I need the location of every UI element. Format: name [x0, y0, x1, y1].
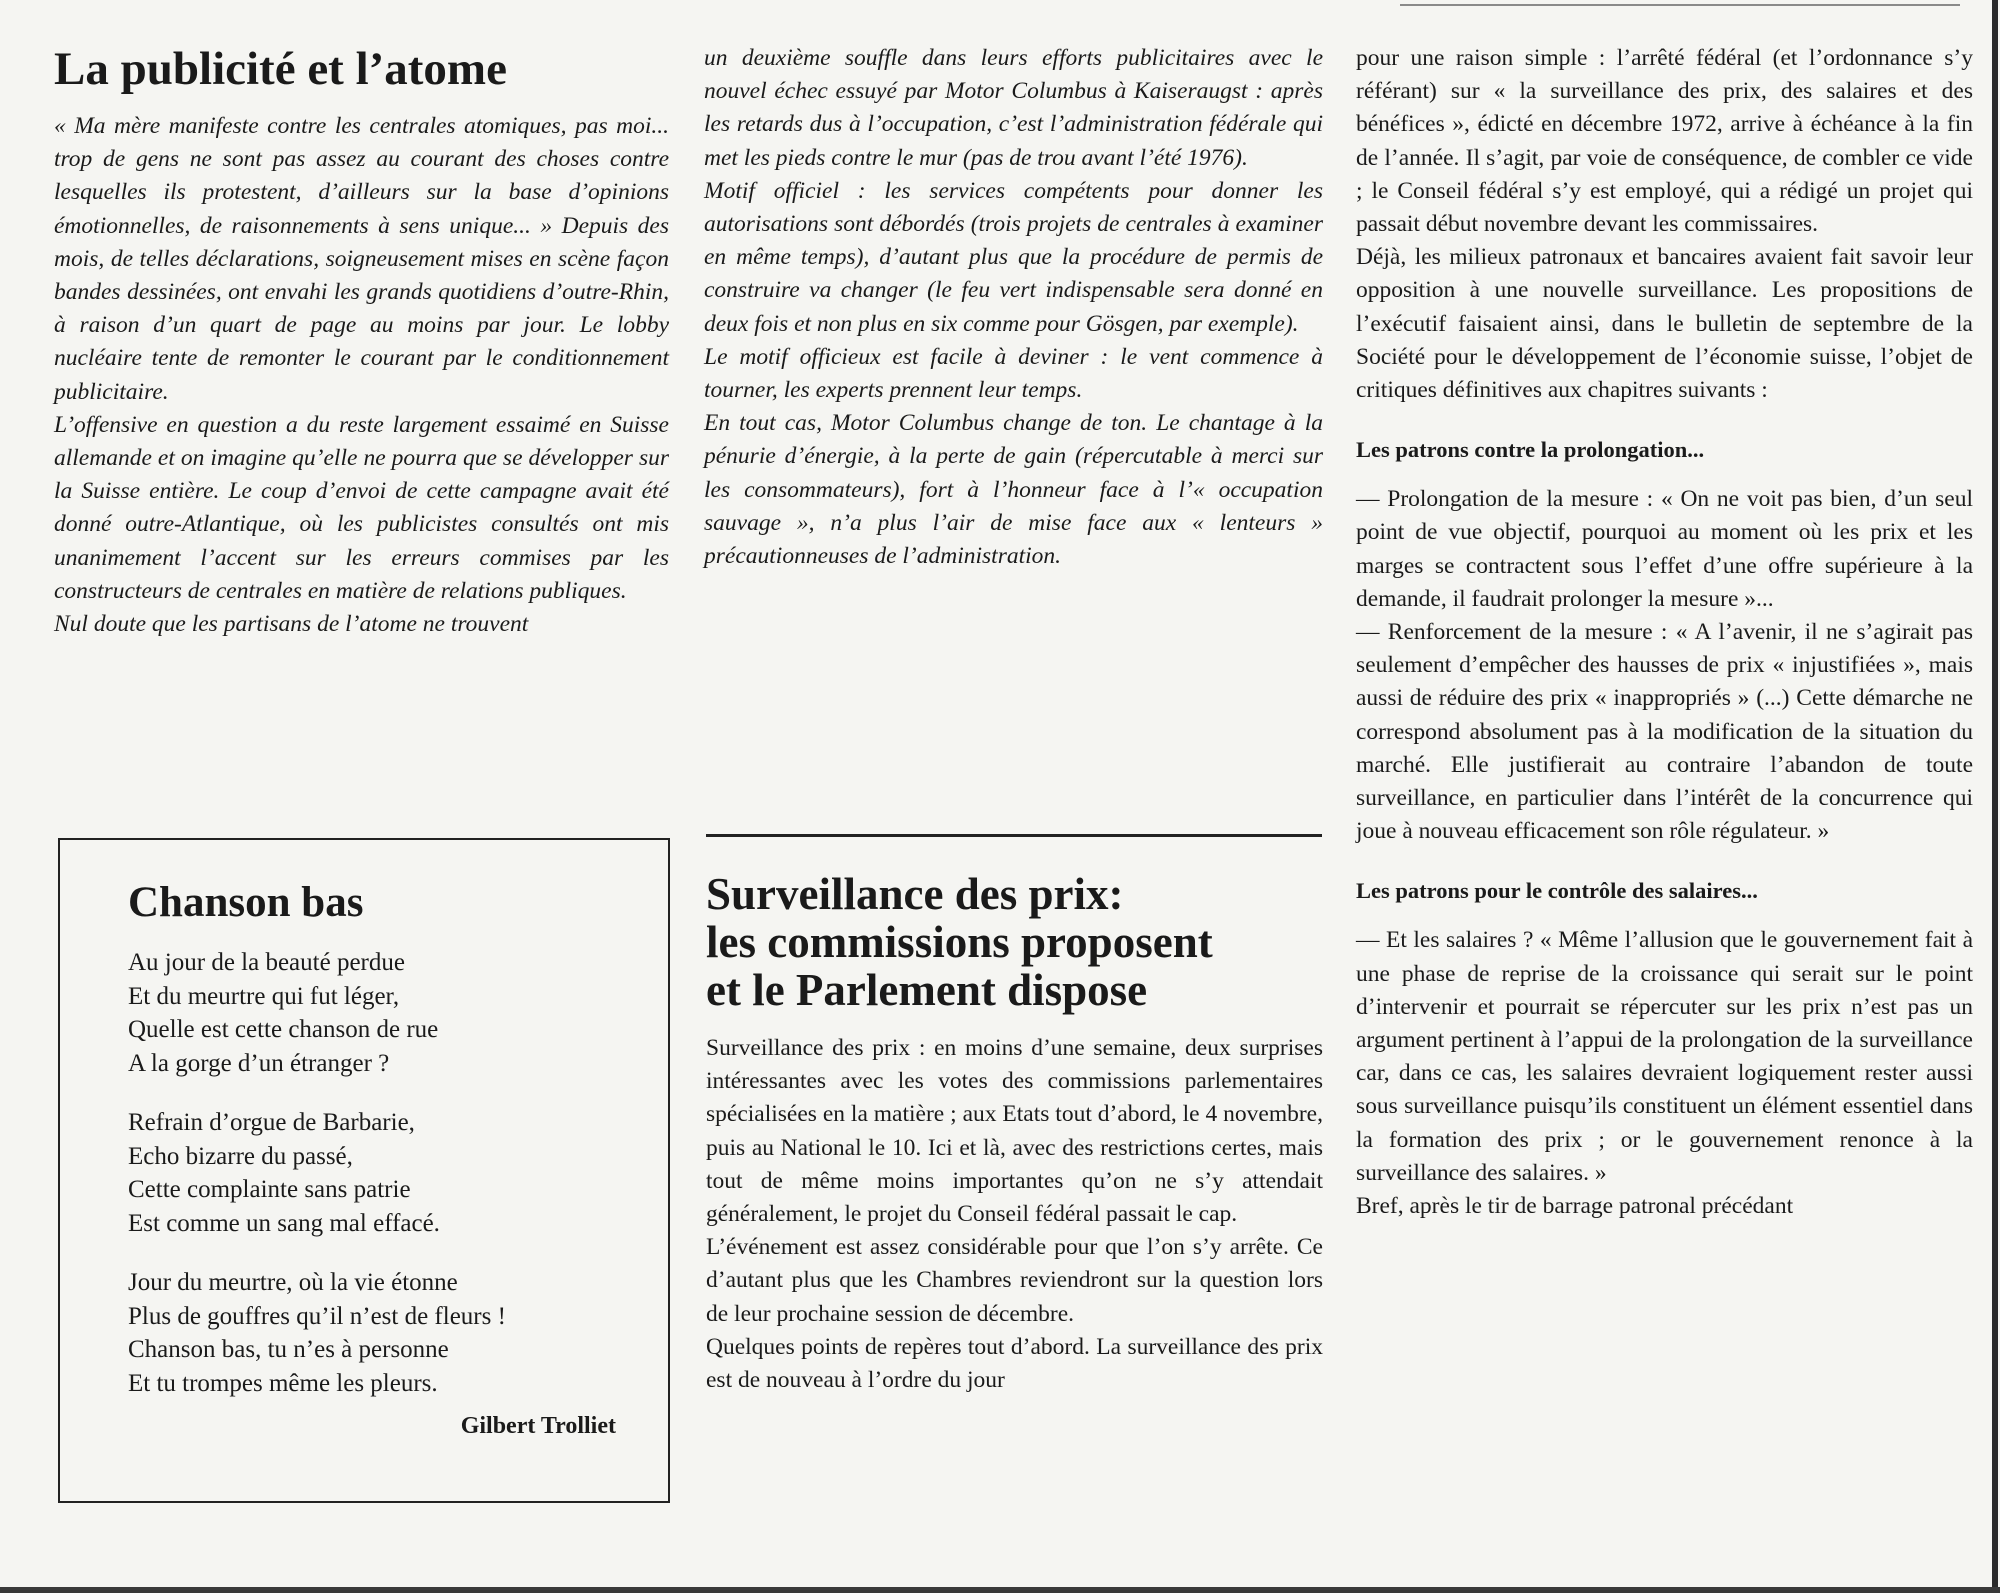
poem-box — [58, 838, 670, 1503]
article-paragraph: L’événement est assez considérable pour que l’on s’y arrête. Ce d’autant plus que les Chambres reviendront sur la question lors de leur prochaine session de décembre. — [706, 1234, 1323, 1327]
poem-line: Chanson bas, tu n’es à personne — [128, 1336, 449, 1363]
article-paragraph: pour une raison simple : l’arrêté fédéral (et l’ordonnance s’y référant) sur « la surveillance des prix, des salaires et des bénéfices », édicté en décembre 1972, arrive à échéance à la fin de l’année. Il s’agit, par voie de conséquence, de combler ce vide ; le Conseil fédéral s’y est employé, qui a rédigé un projet qui passait début novembre devant les commissaires. — [1356, 45, 1973, 238]
poem-stanza — [128, 946, 616, 1080]
poem-title: Chanson bas — [128, 879, 364, 926]
poem-line: Plus de gouffres qu’il n’est de fleurs ! — [128, 1302, 506, 1330]
poem-line: Refrain d’orgue de Barbarie, — [128, 1109, 415, 1136]
title-line: Surveillance des prix: — [706, 869, 1124, 919]
poem-stanza — [128, 1106, 616, 1240]
article-paragraph: — Renforcement de la mesure : « A l’avenir, il ne s’agirait pas seulement d’empêcher des hausses de prix « injustifiées », mais aussi de réduire des prix « inappropriés » (...) Cette démarche ne correspond absolument pas à la modification de la situation du marché. Elle justifierait au contraire l’abandon de toute surveillance, en particulier dans l’intérêt de la concurrence qui joue à nouveau efficacement son rôle régulateur. » — [1356, 619, 1973, 845]
poem-author: Gilbert Trolliet — [460, 1413, 616, 1439]
article-paragraph: L’offensive en question a du reste largement essaimé en Suisse allemande et on imagine qu’elle ne pourra que se développer sur la Suisse entière. Le coup d’envoi de cette campagne avait été donné outre-Atlantique, où les publicistes consultés ont mis unanimement l’accent sur les erreurs commises par les constructeurs de centrales en matière de relations publiques. — [54, 411, 669, 604]
article-paragraph: Surveillance des prix : en moins d’une semaine, deux surprises intéressantes avec les votes des commissions parlementaires spécialisées en la matière ; aux Etats tout d’abord, le 4 novembre, puis au National le 10. Ici et là, avec des restrictions certes, mais tout de même moins importantes qu’on ne s’y attendait généralement, le projet du Conseil fédéral passait le cap. — [706, 1035, 1323, 1228]
article-title — [706, 870, 1323, 1014]
top-rule — [1400, 4, 1960, 6]
article-surveillance-col3 — [1356, 42, 1973, 1223]
article-paragraph: Déjà, les milieux patronaux et bancaires avaient fait savoir leur opposition à une nouvelle surveillance. Les propositions de l’exécutif faisaient ainsi, dans le bulletin de septembre de la Société pour le développement de l’économie suisse, l’objet de critiques définitives aux chapitres suivants : — [1356, 244, 1973, 404]
subheading: Les patrons contre la prolongation... — [1356, 437, 1705, 463]
poem-stanza — [128, 1266, 616, 1400]
subheading: Les patrons pour le contrôle des salaires... — [1356, 878, 1758, 904]
title-line: les commissions proposent — [706, 917, 1213, 967]
poem-line: Et tu trompes même les pleurs. — [128, 1369, 438, 1397]
article-publicite-col2 — [704, 42, 1323, 573]
poem-line: Cette complainte sans patrie — [128, 1176, 411, 1203]
article-paragraph: Quelques points de repères tout d’abord. La surveillance des prix est de nouveau à l’ordre du jour — [706, 1333, 1323, 1394]
article-paragraph: Bref, après le tir de barrage patronal précédant — [1356, 1193, 1794, 1220]
article-title: La publicité et l’atome — [54, 43, 507, 95]
article-surveillance-col2 — [706, 870, 1323, 1397]
title-line: et le Parlement dispose — [706, 965, 1148, 1015]
scan-edge — [1992, 0, 1998, 1593]
poem-line: Au jour de la beauté perdue — [128, 949, 405, 976]
poem-line: A la gorge d’un étranger ? — [128, 1049, 390, 1077]
article-paragraph: Le motif officieux est facile à deviner : le vent commence à tourner, les experts prennent leur temps. — [704, 343, 1323, 404]
article-paragraph: — Et les salaires ? « Même l’allusion que le gouvernement fait à une phase de reprise de la croissance qui serait sur le point d’intervenir et pourrait se répercuter sur les prix n’est pas un argument pertinent à l’appui de la prolongation de la surveillance car, dans ce cas, les salaires devraient logiquement rester aussi sous surveillance puisqu’ils constituent un élément essentiel dans la formation des prix ; or le gouvernement renonce à la surveillance des salaires. » — [1356, 927, 1973, 1186]
article-publicite-col1 — [54, 42, 669, 641]
article-paragraph: un deuxième souffle dans leurs efforts publicitaires avec le nouvel échec essuyé par Motor Columbus à Kaiseraugst : après les retards dus à l’occupation, c’est l’administration fédérale qui met les pieds contre le mur (pas de trou avant l’été 1976). — [704, 45, 1323, 171]
poem-line: Jour du meurtre, où la vie étonne — [128, 1269, 458, 1296]
article-paragraph: En tout cas, Motor Columbus change de ton. Le chantage à la pénurie d’énergie, à la perte de gain (répercutable à merci sur les consommateurs), fort à l’honneur face à l’« occupation sauvage », n’a plus l’air de mise face aux « lenteurs » précautionneuses de l’administration. — [704, 410, 1323, 570]
section-rule — [706, 834, 1322, 837]
article-paragraph: « Ma mère manifeste contre les centrales atomiques, pas moi... trop de gens ne sont pas assez au courant des choses contre lesquelles ils protestent, d’ailleurs sur la base d’opinions émotionnelles, de raisonnements à sens unique... » Depuis des mois, de telles déclarations, soigneusement mises en scène façon bandes dessinées, ont envahi les grands quotidiens d’outre-Rhin, à raison d’un quart de page au moins par jour. Le lobby nucléaire tente de remonter le courant par le conditionnement publicitaire. — [54, 113, 669, 405]
poem-line: Est comme un sang mal effacé. — [128, 1209, 440, 1237]
poem-line: Et du meurtre qui fut léger, — [128, 982, 400, 1010]
article-paragraph: Nul doute que les partisans de l’atome ne trouvent — [54, 611, 529, 638]
poem-line: Echo bizarre du passé, — [128, 1142, 353, 1170]
article-paragraph: Motif officiel : les services compétents pour donner les autorisations sont débordés (trois projets de centrales à examiner en même temps), d’autant plus que la procédure de permis de construire va changer (le feu vert indispensable sera donné en deux fois et non plus en six comme pour Gösgen, par exemple). — [704, 177, 1323, 337]
article-paragraph: — Prolongation de la mesure : « On ne voit pas bien, d’un seul point de vue objectif, pourquoi au moment où les prix et les marges se contractent sous l’effet d’une offre supérieure à la demande, il faudrait prolonger la mesure »... — [1356, 486, 1973, 612]
scan-bottom-edge — [0, 1587, 2000, 1593]
poem-line: Quelle est cette chanson de rue — [128, 1016, 439, 1043]
